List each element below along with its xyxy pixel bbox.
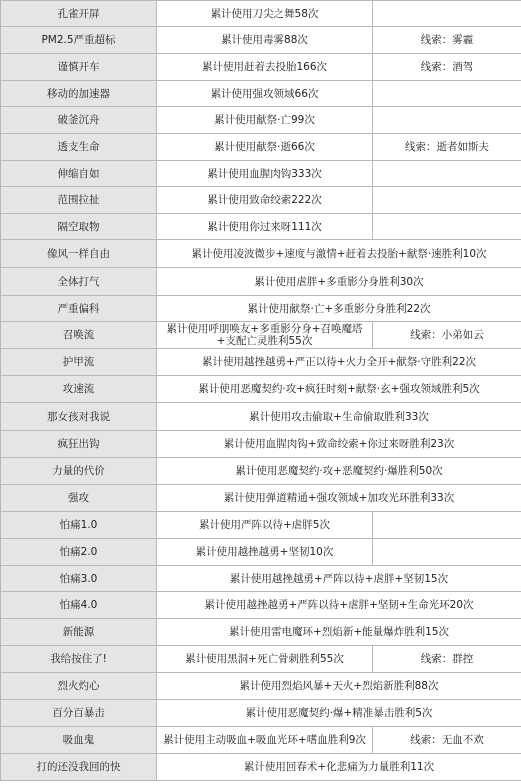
achievement-name: 像风一样自由: [1, 240, 157, 268]
achievement-condition: 累计使用攻击偷取+生命偷取胜利33次: [157, 403, 521, 431]
achievement-condition: 累计使用恶魔契约·攻+恶魔契约·爆胜利50次: [157, 458, 521, 485]
achievement-condition: 累计使用献祭·逝66次: [157, 134, 373, 161]
achievement-name: 伸缩自如: [1, 161, 157, 187]
achievement-name: 疯狂出钩: [1, 431, 157, 458]
achievement-clue: [373, 539, 521, 566]
achievement-condition: 累计使用强攻领域66次: [157, 81, 373, 107]
achievement-clue: 线索：无血不欢: [373, 727, 521, 754]
table-row: [1, 566, 521, 592]
achievement-name: 护甲流: [1, 349, 157, 376]
table-row: [1, 727, 521, 754]
achievement-condition: 累计使用恶魔契约·攻+疯狂时刻+献祭·玄+强攻领域胜利5次: [157, 376, 521, 403]
achievement-condition: 累计使用严阵以待+虐胖5次: [157, 512, 373, 539]
achievement-clue: [373, 81, 521, 107]
achievement-clue: [373, 161, 521, 187]
achievement-name: 怕痛2.0: [1, 539, 157, 566]
achievement-name: 移动的加速器: [1, 81, 157, 107]
achievement-name: 攻速流: [1, 376, 157, 403]
achievement-condition: 累计使用弹道精通+强攻领域+加攻光环胜利33次: [157, 485, 521, 512]
achievement-clue: 线索：酒驾: [373, 54, 521, 81]
achievement-name: 吸血鬼: [1, 727, 157, 754]
table-row: [1, 700, 521, 727]
table-row: [1, 512, 521, 539]
achievement-name: 召唤流: [1, 322, 157, 349]
achievement-name: 怕痛1.0: [1, 512, 157, 539]
table-row: [1, 54, 521, 81]
table-row: [1, 403, 521, 431]
achievement-clue: 线索：逝者如斯夫: [373, 134, 521, 161]
achievement-condition: 累计使用你过来呀111次: [157, 214, 373, 240]
achievement-clue: 线索：雾霾: [373, 27, 521, 54]
achievement-name: 新能源: [1, 619, 157, 646]
table-row: [1, 240, 521, 268]
achievement-name: 怕痛4.0: [1, 592, 157, 619]
table-row: [1, 134, 521, 161]
achievement-condition: 累计使用主动吸血+吸血光环+嗜血胜利9次: [157, 727, 373, 754]
achievement-name: 严重偏科: [1, 296, 157, 322]
achievement-name: 隔空取物: [1, 214, 157, 240]
achievement-clue: [373, 512, 521, 539]
achievement-condition: 累计使用呼朋唤友+多重影分身+召唤魔塔+支配亡灵胜利55次: [157, 322, 373, 349]
table-row: [1, 322, 521, 349]
achievement-condition: 累计使用雷电魔环+烈焰新+能量爆炸胜利15次: [157, 619, 521, 646]
achievement-clue: [373, 187, 521, 214]
achievement-name: 谨慎开车: [1, 54, 157, 81]
table-row: [1, 619, 521, 646]
table-row: [1, 485, 521, 512]
achievement-condition: 累计使用越挫越勇+严阵以待+虐胖+坚韧+生命光环20次: [157, 592, 521, 619]
table-row: [1, 107, 521, 134]
table-row: [1, 376, 521, 403]
achievement-condition: 累计使用越挫越勇+严正以待+火力全开+献祭·守胜利22次: [157, 349, 521, 376]
achievement-name: 烈火灼心: [1, 673, 157, 700]
achievement-name: 范围拉扯: [1, 187, 157, 214]
achievement-condition: 累计使用黑洞+死亡骨刺胜利55次: [157, 646, 373, 673]
achievement-clue: 线索：小弟如云: [373, 322, 521, 349]
table-row: [1, 268, 521, 296]
achievement-clue: [373, 107, 521, 134]
achievement-name: 我给按住了!: [1, 646, 157, 673]
achievement-condition: 累计使用凌波微步+速度与激情+赶着去投胎+献祭·速胜利10次: [157, 240, 521, 268]
achievement-name: 破釜沉舟: [1, 107, 157, 134]
achievement-condition: 累计使用献祭·亡99次: [157, 107, 373, 134]
achievement-name: 孔雀开屏: [1, 1, 157, 27]
achievement-clue: 线索：群控: [373, 646, 521, 673]
achievement-name: PM2.5严重超标: [1, 27, 157, 54]
achievement-condition: 累计使用血腥肉钩333次: [157, 161, 373, 187]
achievement-name: 怕痛3.0: [1, 566, 157, 592]
table-row: [1, 1, 521, 27]
table-row: [1, 81, 521, 107]
achievement-condition: 累计使用赶着去投胎166次: [157, 54, 373, 81]
achievement-condition: 累计使用越挫越勇+严阵以待+虐胖+坚韧15次: [157, 566, 521, 592]
achievement-condition: 累计使用恶魔契约·爆+精准暴击胜利5次: [157, 700, 521, 727]
achievement-name: 打的还没我回的快: [1, 754, 157, 781]
achievement-clue: [373, 1, 521, 27]
achievement-condition: 累计使用虐胖+多重影分身胜利30次: [157, 268, 521, 296]
achievement-condition: 累计使用烈焰风暴+天火+烈焰新胜利88次: [157, 673, 521, 700]
achievement-name: 强攻: [1, 485, 157, 512]
achievement-condition: 累计使用越挫越勇+坚韧10次: [157, 539, 373, 566]
table-row: [1, 296, 521, 322]
table-row: [1, 539, 521, 566]
achievement-clue: [373, 214, 521, 240]
achievement-condition: 累计使用回春术+化悲痛为力量胜利11次: [157, 754, 521, 781]
achievement-condition: 累计使用毒雾88次: [157, 27, 373, 54]
achievement-name: 百分百暴击: [1, 700, 157, 727]
achievement-condition: 累计使用血腥肉钩+致命绞索+你过来呀胜利23次: [157, 431, 521, 458]
table-row: [1, 349, 521, 376]
table-row: [1, 214, 521, 240]
achievement-condition: 累计使用献祭·亡+多重影分身胜利22次: [157, 296, 521, 322]
achievement-name: 全体打气: [1, 268, 157, 296]
table-row: [1, 431, 521, 458]
achievement-name: 透支生命: [1, 134, 157, 161]
achievement-condition: 累计使用致命绞索222次: [157, 187, 373, 214]
table-row: [1, 27, 521, 54]
table-row: [1, 754, 521, 781]
achievement-name: 力量的代价: [1, 458, 157, 485]
achievement-name: 那女孩对我说: [1, 403, 157, 431]
table-row: [1, 673, 521, 700]
table-row: [1, 187, 521, 214]
table-row: [1, 458, 521, 485]
table-row: [1, 161, 521, 187]
table-row: [1, 592, 521, 619]
table-row: [1, 646, 521, 673]
achievements-table-body: [1, 1, 521, 781]
achievement-condition: 累计使用刀尖之舞58次: [157, 1, 373, 27]
